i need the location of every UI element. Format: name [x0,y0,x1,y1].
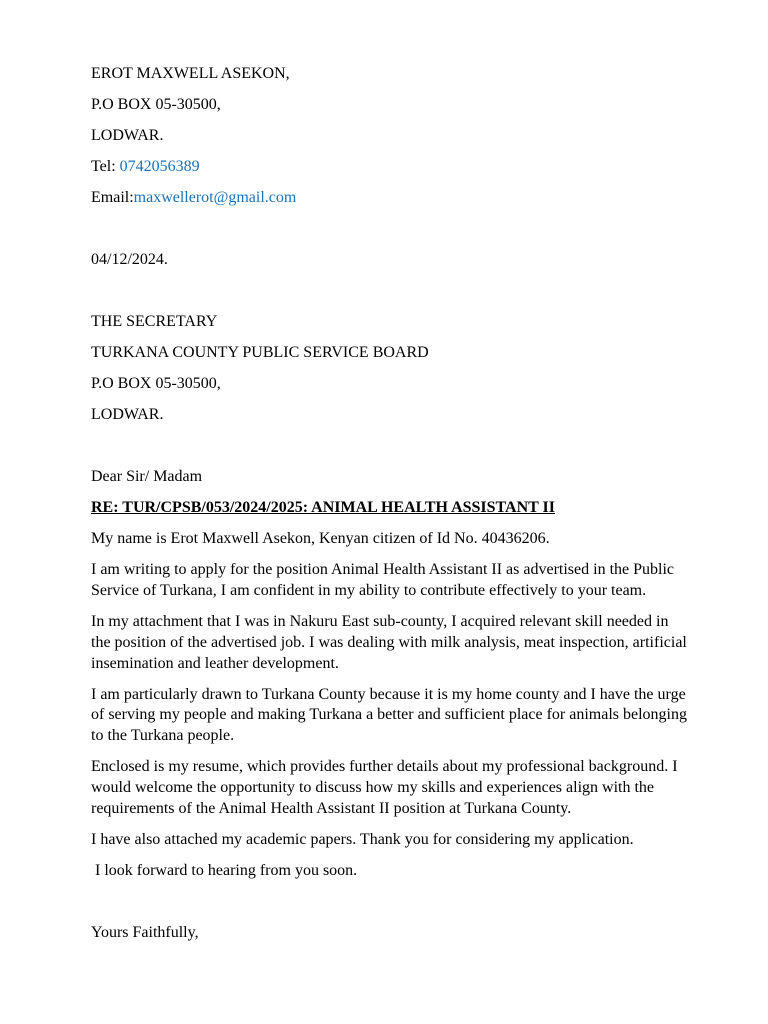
subject-line: RE: TUR/CPSB/053/2024/2025: ANIMAL HEALTH ASSISTANT II [91,499,555,516]
recipient-title: THE SECRETARY [91,313,218,330]
email-label: Email: [91,189,134,206]
spacer [91,281,691,312]
spacer [91,892,691,923]
recipient-address-block [91,312,691,425]
body-paragraph-documents: I have also attached my academic papers. Thank you for considering my application. [91,830,634,848]
sender-po-box: P.O BOX 05-30500, [91,96,221,113]
recipient-organization: TURKANA COUNTY PUBLIC SERVICE BOARD [91,344,429,361]
closing: Yours Faithfully, [91,924,199,942]
spacer [91,219,691,250]
tel-link[interactable]: 0742056389 [119,158,200,175]
email-link[interactable]: maxwellerot@gmail.com [133,189,297,206]
recipient-town: LODWAR. [91,406,164,423]
body-paragraph-closing-remark: I look forward to hearing from you soon. [95,862,358,880]
body-paragraph-resume: Enclosed is my resume, which provides further details about my professional background. I would welcome the opportunity to discuss how my skills and experiences align with the requirements of the Animal Health Assistant II position at Turkana County. [91,758,678,817]
body-paragraph-attachment: In my attachment that I was in Nakuru East sub-county, I acquired relevant skill needed in the position of the advertised job. I was dealing with milk analysis, meat inspection, artificial insemination and leather development. [91,613,687,672]
letter-date: 04/12/2024. [91,251,168,268]
tel-label: Tel: [91,158,120,175]
sender-email [91,188,691,208]
body-paragraph-application: I am writing to apply for the position Animal Health Assistant II as advertised in the Public Service of Turkana, I am confident in my ability to contribute effectively to your team. [91,561,675,599]
sender-address-block [91,64,691,208]
recipient-po-box: P.O BOX 05-30500, [91,375,221,392]
spacer [91,436,691,467]
sender-name: EROT MAXWELL ASEKON, [91,65,290,82]
body-paragraph-intro: My name is Erot Maxwell Asekon, Kenyan citizen of Id No. 40436206. [91,530,550,547]
salutation: Dear Sir/ Madam [91,468,203,485]
sender-telephone [91,157,691,177]
body-paragraph-motivation: I am particularly drawn to Turkana County because it is my home county and I have the urge of serving my people and making Turkana a better and sufficient place for animals belonging to the Turkana people. [91,685,687,745]
sender-town: LODWAR. [91,127,164,144]
letter-page [91,64,691,954]
